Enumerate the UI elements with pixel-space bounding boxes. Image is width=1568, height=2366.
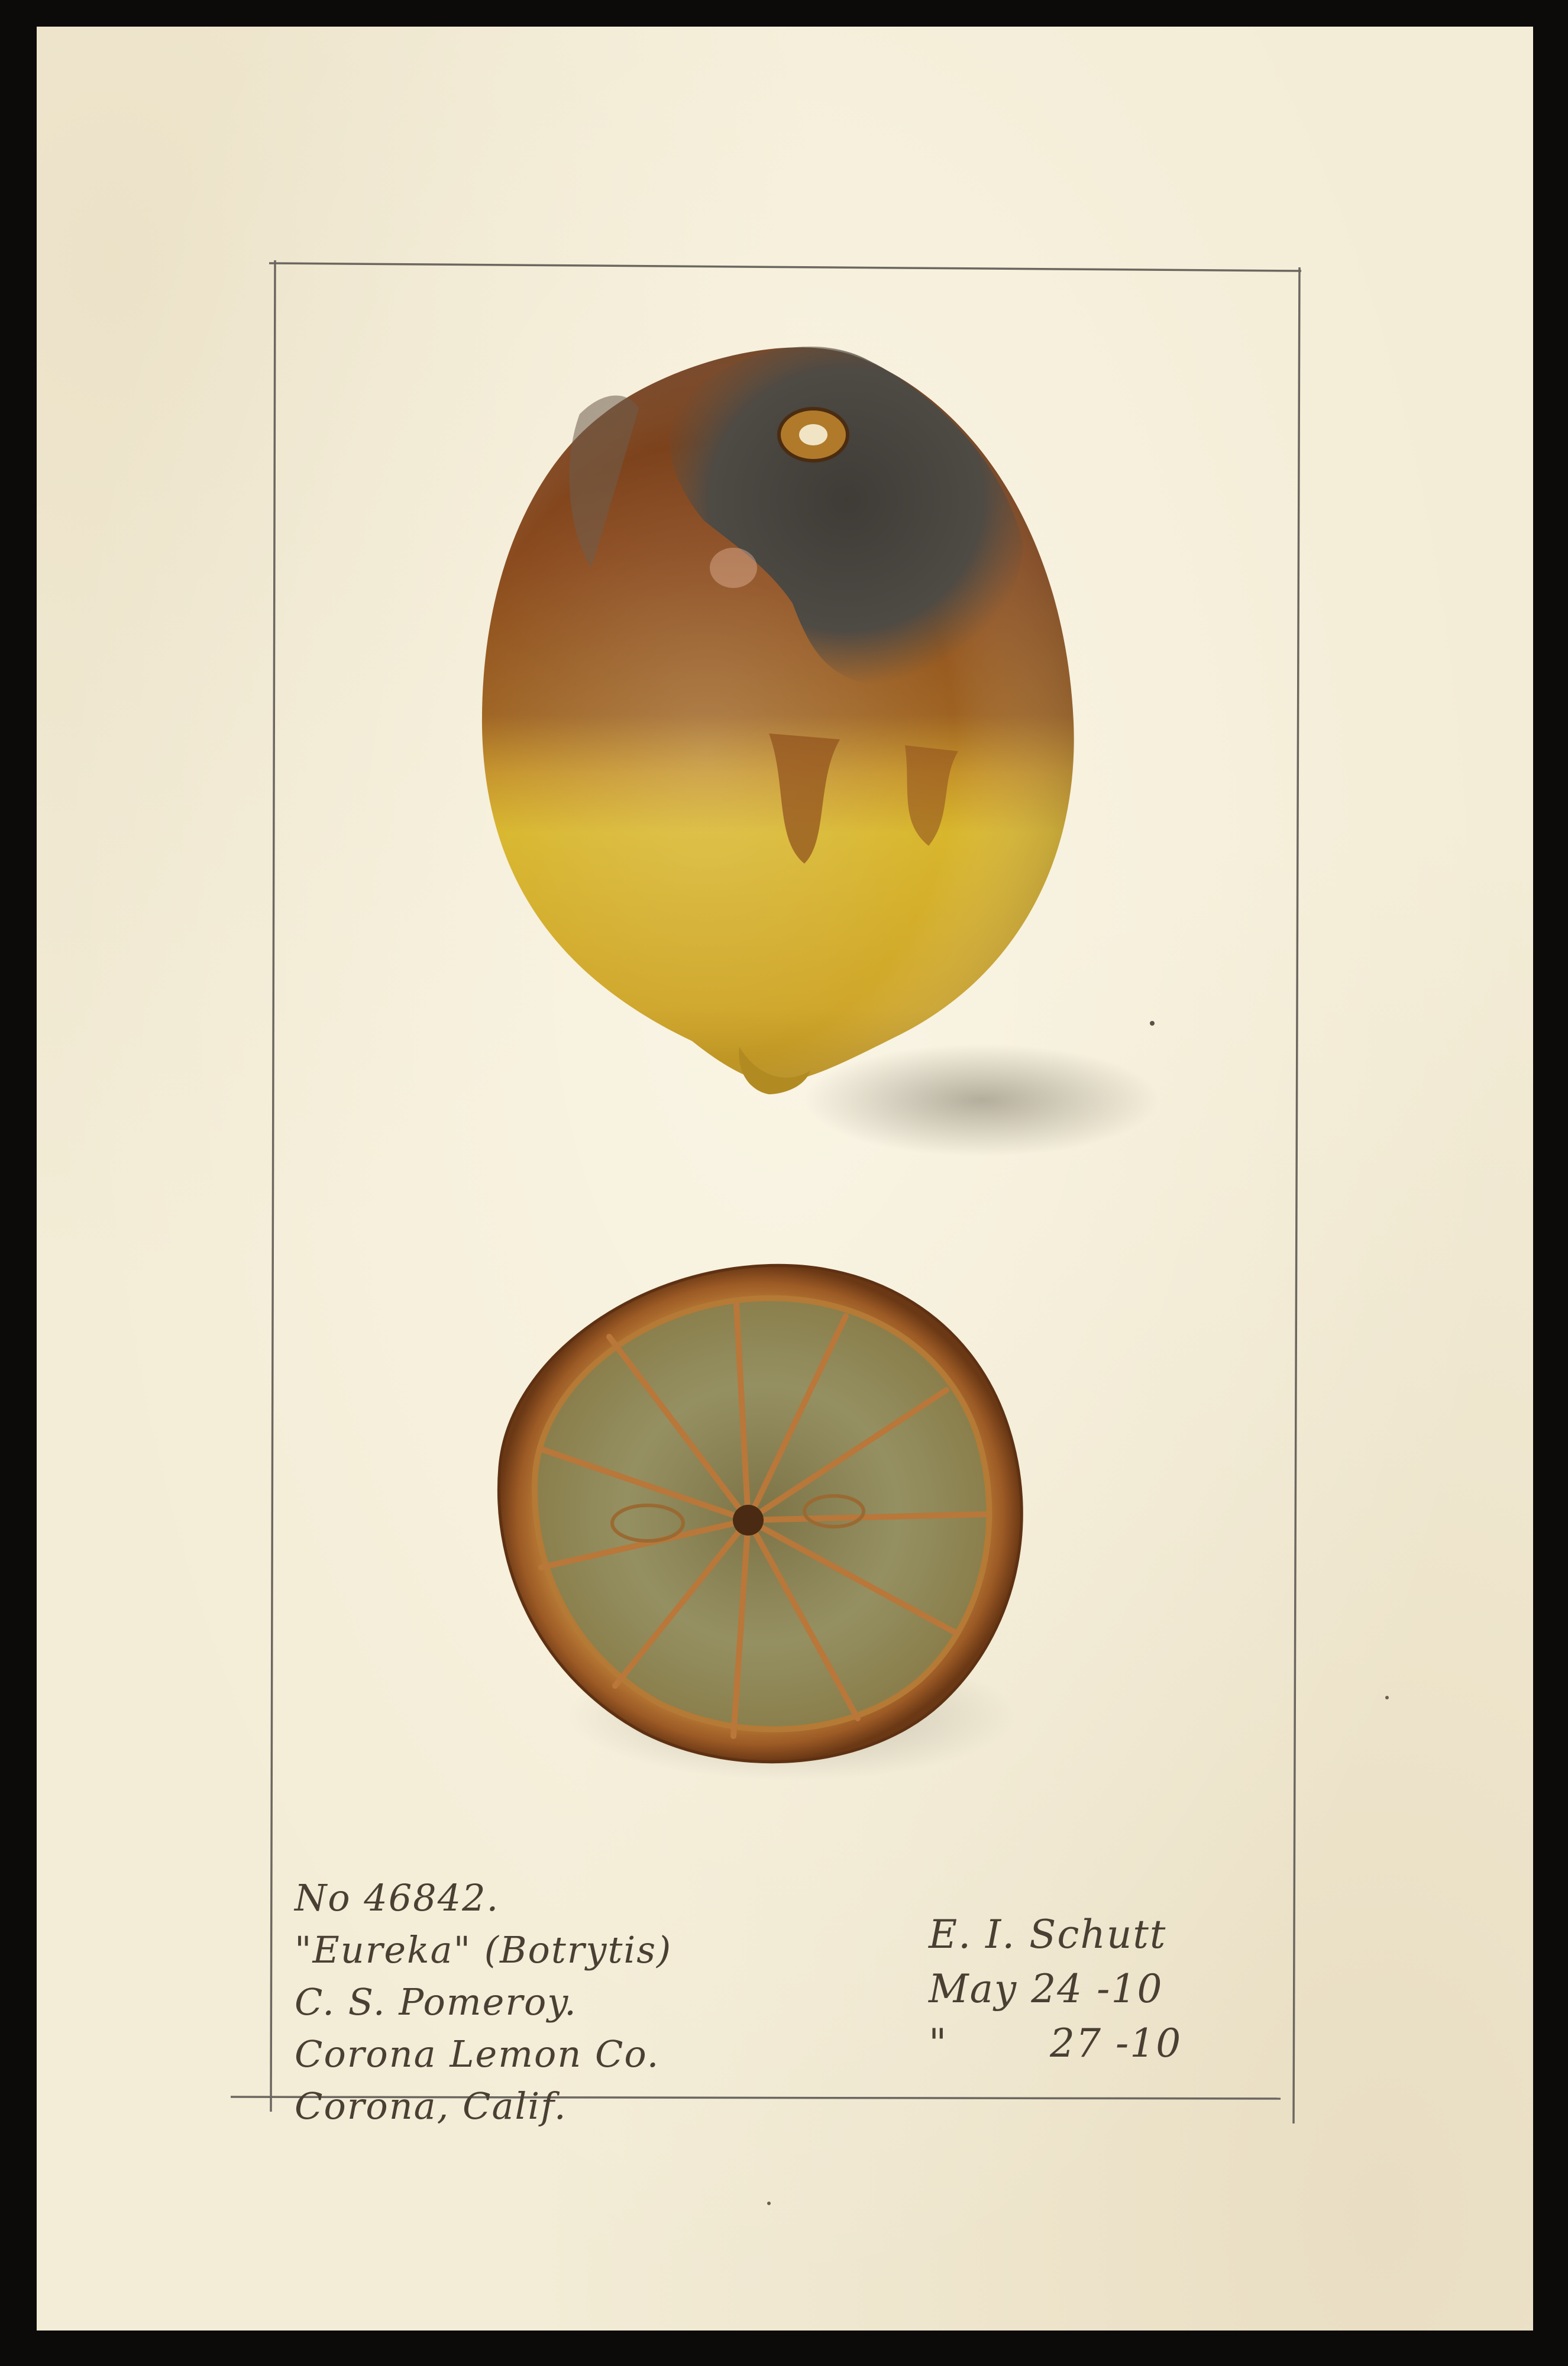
core-center (733, 1505, 764, 1536)
date-completed: 27 -10 (1050, 2021, 1182, 2066)
lemon-cross-section (499, 1265, 1021, 1761)
specimen-number: No 46842. (295, 1876, 500, 1919)
specimen-inscription (295, 1872, 672, 2132)
location: Corona, Calif. (295, 2084, 567, 2128)
artist-inscription (929, 1908, 1182, 2071)
whole-lemon (482, 347, 1074, 1094)
company-name: Corona Lemon Co. (295, 2032, 660, 2076)
date-painted: May 24 -10 (929, 1966, 1163, 2012)
artist-signature: E. I. Schutt (929, 1912, 1167, 1957)
lemon-cast-shadow (804, 1044, 1159, 1156)
ditto-mark: " (929, 2021, 948, 2066)
grower-name: C. S. Pomeroy. (295, 1980, 577, 2024)
variety-name: "Eureka" (Botrytis) (295, 1928, 673, 1971)
